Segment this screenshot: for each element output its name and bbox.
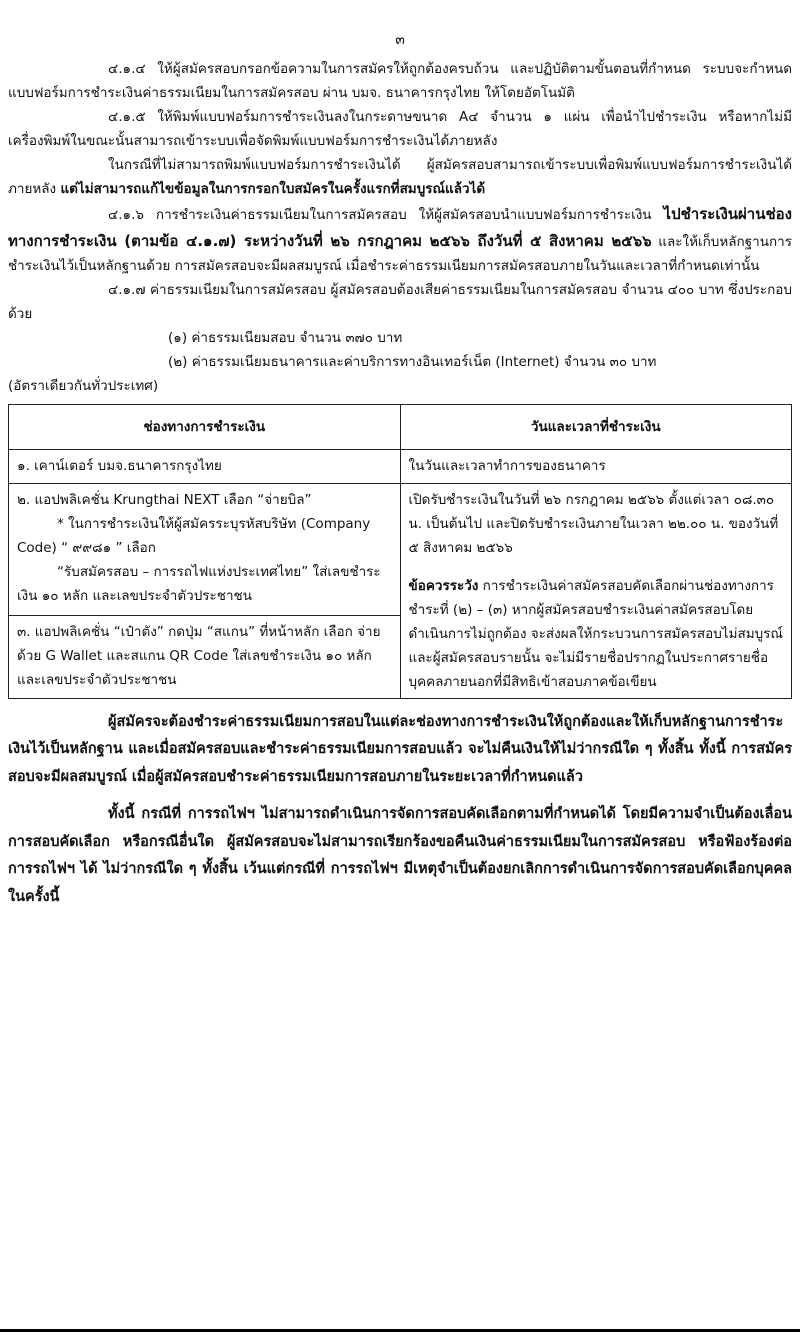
paragraph-4-1-6 [8,201,792,278]
fee-item-2: (๒) ค่าธรรมเนียมธนาคารและค่าบริการทางอินเทอร์เน็ต (Internet) จำนวน ๓๐ บาท [168,354,657,371]
table-row [9,483,792,615]
paragraph-4-1-7: ๔.๑.๗ ค่าธรรมเนียมในการสมัครสอบ ผู้สมัครสอบต้องเสียค่าธรรมเนียมในการสมัครสอบ จำนวน ๔๐๐ บาท ซึ่งประกอบด้วย [8,282,792,323]
payment-intro: ๔.๑.๖ การชำระเงินค่าธรรมเนียมในการสมัครสอบ ให้ผู้สมัครสอบนำแบบฟอร์มการชำระเงิน [108,207,652,223]
row2-datetime [400,483,792,698]
document-page [8,28,792,911]
row1-channel: ๑. เคาน์เตอร์ บมจ.ธนาคารกรุงไทย [9,450,401,483]
payment-proof-note: และให้เก็บหลักฐานการชำระเงินไว้เป็นหลักฐานด้วย การสมัครสอบจะมีผลสมบูรณ์ เมื่อชำระค่าธรรมเนียมการสมัครสอบภายในวันและเวลาที่กำหนดเท่านั้น [8,233,792,275]
page-number: ๓ [395,32,405,48]
row2-channel [9,483,401,615]
footer-divider [0,1329,800,1332]
payment-period: ไปชำระเงินผ่านช่องทางการชำระเงิน (ตามข้อ ๔.๑.๗) ระหว่างวันที่ ๒๖ กรกฎาคม ๒๕๖๖ ถึงวันที่ ๕ สิงหาคม ๒๕๖๖ [8,205,792,250]
print-later-text: ในกรณีที่ไม่สามารถพิมพ์แบบฟอร์มการชำระเงินได้ ผู้สมัครสอบสามารถเข้าระบบเพื่อพิมพ์แบบฟอร์มการชำระเงินได้ภายหลัง [8,156,792,197]
fee-item-1: (๑) ค่าธรรมเนียมสอบ จำนวน ๓๗๐ บาท [168,330,403,347]
caution-block [409,574,784,694]
row2-line1: ๒. แอปพลิเคชั่น Krungthai NEXT เลือก “จ่ายบิล” [17,491,312,508]
paragraph-print-later [8,153,792,201]
paragraph-4-1-4: ๔.๑.๔ ให้ผู้สมัครสอบกรอกข้อความในการสมัครให้ถูกต้องครบถ้วน และปฏิบัติตามขั้นตอนที่กำหนด ระบบจะกำหนดแบบฟอร์มการชำระเงินค่าธรรมเนียมในการสมัครสอบ ผ่าน บมจ. ธนาคารกรุงไทย ให้โดยอัตโนมัติ [8,60,792,101]
row2-line3: “รับสมัครสอบ – การรถไฟแห่งประเทศไทย” ใส่เลขชำระเงิน ๑๐ หลัก และเลขประจำตัวประชาชน [17,563,381,604]
payment-channel-table [8,404,792,698]
caution-text: การชำระเงินค่าสมัครสอบคัดเลือกผ่านช่องทางการชำระที่ (๒) – (๓) หากผู้สมัครสอบชำระเงินค่าสมัครสอบโดยดำเนินการไม่ถูกต้อง จะส่งผลให้กระบวนการสมัครสอบไม่สมบูรณ์ และผู้สมัครสอบรายนั้น จะไม่มีรายชื่อปรากฏในประกาศรายชื่อบุคคลภายนอกที่มีสิทธิเข้าสอบภาคข้อเขียน [408,577,783,690]
fee-note: (อัตราเดียวกันทั่วประเทศ) [8,378,159,395]
header-channel: ช่องทางการชำระเงิน [9,405,401,450]
closing-paragraph-2: ทั้งนี้ กรณีที่ การรถไฟฯ ไม่สามารถดำเนินการจัดการสอบคัดเลือกตามที่กำหนดได้ โดยมีความจำเป็นต้องเลื่อนการสอบคัดเลือก หรือกรณีอื่นใด ผู้สมัครสอบจะไม่สามารถเรียกร้องขอคืนเงินค่าธรรมเนียมในการสมัครสอบ หรือฟ้องร้องต่อการรถไฟฯ ได้ ไม่ว่ากรณีใด ๆ ทั้งสิ้น เว้นแต่กรณีที่ การรถไฟฯ มีเหตุจำเป็นต้องยกเลิกการดำเนินการจัดการสอบคัดเลือกบุคคล ในครั้งนี้ [8,806,792,905]
row2-line2: * ในการชำระเงินให้ผู้สมัครระบุรหัสบริษัท (Company Code) “ ๙๙๘๑ ” เลือก [17,515,371,556]
table-header-row [9,405,792,450]
table-row [9,450,792,483]
row2-datetime-text: เปิดรับชำระเงินในวันที่ ๒๖ กรกฎาคม ๒๕๖๖ ตั้งแต่เวลา ๐๘.๓๐ น. เป็นต้นไป และปิดรับชำระเงินภายในเวลา ๒๒.๐๐ น. ของวันที่ ๕ สิงหาคม ๒๕๖๖ [408,491,779,556]
header-datetime: วันและเวลาที่ชำระเงิน [400,405,792,450]
print-later-warning: แต่ไม่สามารถแก้ไขข้อมูลในการกรอกใบสมัครในครั้งแรกที่สมบูรณ์แล้วได้ [60,180,486,197]
caution-label: ข้อควรระวัง [408,577,479,594]
paragraph-4-1-5: ๔.๑.๕ ให้พิมพ์แบบฟอร์มการชำระเงินลงในกระดาษขนาด A๔ จำนวน ๑ แผ่น เพื่อนำไปชำระเงิน หรือหากไม่มีเครื่องพิมพ์ในขณะนั้นสามารถเข้าระบบเพื่อจัดพิมพ์แบบฟอร์มการชำระเงินได้ภายหลัง [8,108,792,149]
row1-datetime: ในวันและเวลาทำการของธนาคาร [400,450,792,483]
closing-paragraph-1: ผู้สมัครจะต้องชำระค่าธรรมเนียมการสอบในแต่ละช่องทางการชำระเงินให้ถูกต้องและให้เก็บหลักฐานการชำระเงินไว้เป็นหลักฐาน และเมื่อสมัครสอบและชำระค่าธรรมเนียมการสอบแล้ว จะไม่คืนเงินให้ไม่ว่ากรณีใด ๆ ทั้งสิ้น ทั้งนี้ การสมัครสอบจะมีผลสมบูรณ์ เมื่อผู้สมัครสอบชำระค่าธรรมเนียมการสอบภายในระยะเวลาที่กำหนดแล้ว [8,713,792,785]
row3-channel: ๓. แอปพลิเคชั่น “เป๋าตัง” กดปุ่ม “สแกน” ที่หน้าหลัก เลือก จ่ายด้วย G Wallet และสแกน QR Code ใส่เลขชำระเงิน ๑๐ หลัก และเลขประจำตัวประชาชน [9,615,401,698]
